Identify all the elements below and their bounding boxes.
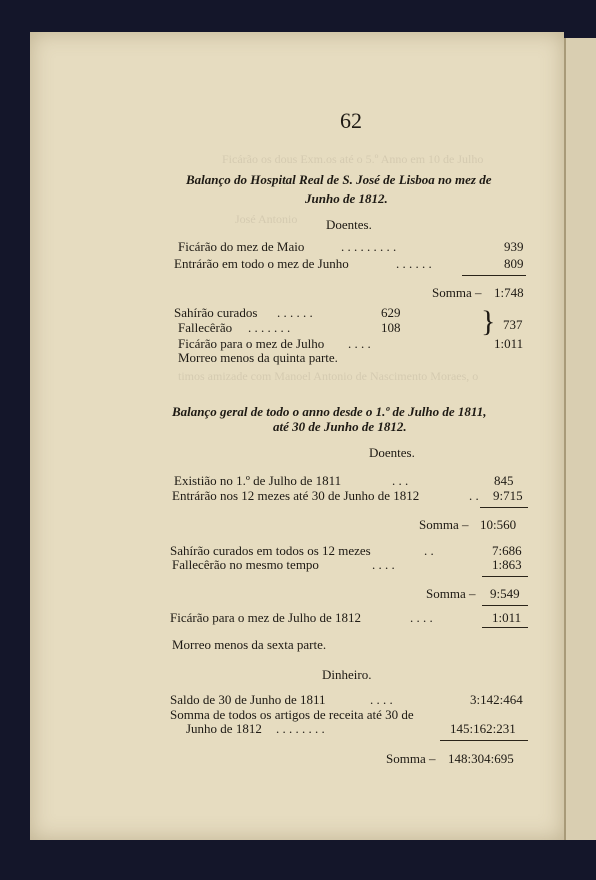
somma-value: 148:304:695 (448, 751, 514, 766)
bleed-text-2: José Antonio (235, 212, 298, 226)
row-dots: . . . (392, 473, 409, 488)
title-line-1: Balanço do Hospital Real de S. José de Lisboa no mez de (186, 172, 492, 187)
row-dots: . . . . . . (396, 256, 432, 271)
row-dots: . . (424, 543, 434, 558)
row-value: 629 (381, 305, 401, 320)
section1-out-row-2 (178, 320, 401, 335)
somma-value: 9:549 (490, 586, 520, 601)
section1-note: Morreo menos da quinta parte. (178, 350, 338, 365)
row-label: Fallecêrão (178, 320, 233, 335)
row-value: 9:715 (493, 488, 523, 503)
money-row-2-line-1: Somma de todos os artigos de receita até 30 de (170, 707, 414, 722)
row-label: Ficárão do mez de Maio (178, 239, 305, 254)
money-row-2-line-2 (186, 721, 516, 736)
somma-value: 1:748 (494, 285, 524, 300)
row-label: Sahírão curados em todos os 12 mezes (170, 543, 371, 558)
row-label: Sahírão curados (174, 305, 258, 320)
row-value: 108 (381, 320, 401, 335)
row-value: 939 (504, 239, 524, 254)
rule (440, 740, 528, 741)
row-dots: . . . . . . . (248, 320, 291, 335)
section1-remain (178, 336, 524, 351)
section1-somma (432, 285, 524, 300)
row-value: 7:686 (492, 543, 522, 558)
row-label: Existião no 1.º de Julho de 1811 (174, 473, 342, 488)
row-dots: . . . . . . . . (276, 721, 325, 736)
row-label: Entrárão nos 12 mezes até 30 de Junho de 1812 (172, 488, 420, 503)
section2-remain (170, 610, 522, 625)
somma-label: Somma – (426, 586, 476, 601)
somma-label: Somma – (432, 285, 482, 300)
section1-heading: Doentes. (326, 217, 372, 232)
somma-label: Somma – (419, 517, 469, 532)
section2-row-2 (172, 488, 523, 503)
rule (482, 605, 528, 606)
money-row-1 (170, 692, 523, 707)
row-dots: . . (469, 488, 479, 503)
bleed-text-1: Ficárão os dous Exm.os até o 5.º Anno em 10 de Julho (222, 152, 484, 166)
money-somma (386, 751, 514, 766)
row-label: Junho de 1812 (186, 721, 262, 736)
rule (462, 275, 526, 276)
page-edge (564, 38, 596, 840)
row-dots: . . . . . . (277, 305, 313, 320)
row-dots: . . . . . . . . . (341, 239, 397, 254)
section1-out-row-1 (174, 305, 401, 320)
page-number: 62 (340, 108, 362, 133)
rule (480, 507, 528, 508)
row-label: Saldo de 30 de Junho de 1811 (170, 692, 326, 707)
rule (482, 627, 528, 628)
row-label: Fallecêrão no mesmo tempo (172, 557, 319, 572)
row-dots: . . . . (348, 336, 371, 351)
section1-out-total: 737 (503, 317, 523, 332)
row-dots: . . . . (410, 610, 433, 625)
row-value: 845 (494, 473, 514, 488)
row-dots: . . . . (372, 557, 395, 572)
somma-label: Somma – (386, 751, 436, 766)
section2-heading: Doentes. (369, 445, 415, 460)
row-value: 1:863 (492, 557, 522, 572)
general-title-line-2: até 30 de Junho de 1812. (273, 419, 407, 434)
money-heading: Dinheiro. (322, 667, 372, 682)
title-line-2: Junho de 1812. (305, 191, 388, 206)
section2-somma (419, 517, 517, 532)
row-label: Ficárão para o mez de Julho de 1812 (170, 610, 361, 625)
row-value: 1:011 (492, 610, 522, 625)
rule (482, 576, 528, 577)
section2-row-1 (174, 473, 514, 488)
section2-somma-2 (426, 586, 520, 601)
row-label: Ficárão para o mez de Julho (178, 336, 325, 351)
row-value: 809 (504, 256, 524, 271)
row-value: 1:011 (494, 336, 524, 351)
bleed-text-3: timos amizade com Manoel Antonio de Nascimento Moraes, o (178, 369, 479, 383)
row-dots: . . . . (370, 692, 393, 707)
section2-note: Morreo menos da sexta parte. (172, 637, 327, 652)
section1-row-2 (174, 256, 524, 271)
row-value: 145:162:231 (450, 721, 516, 736)
row-value: 3:142:464 (470, 692, 523, 707)
somma-value: 10:560 (480, 517, 517, 532)
general-title-line-1: Balanço geral de todo o anno desde o 1.º de Julho de 1811, (172, 404, 487, 419)
section1-row-1 (178, 239, 524, 254)
brace-glyph: } (481, 305, 496, 338)
section2-out-row-2 (172, 557, 522, 572)
section2-out-row-1 (170, 543, 522, 558)
row-label: Entrárão em todo o mez de Junho (174, 256, 349, 271)
